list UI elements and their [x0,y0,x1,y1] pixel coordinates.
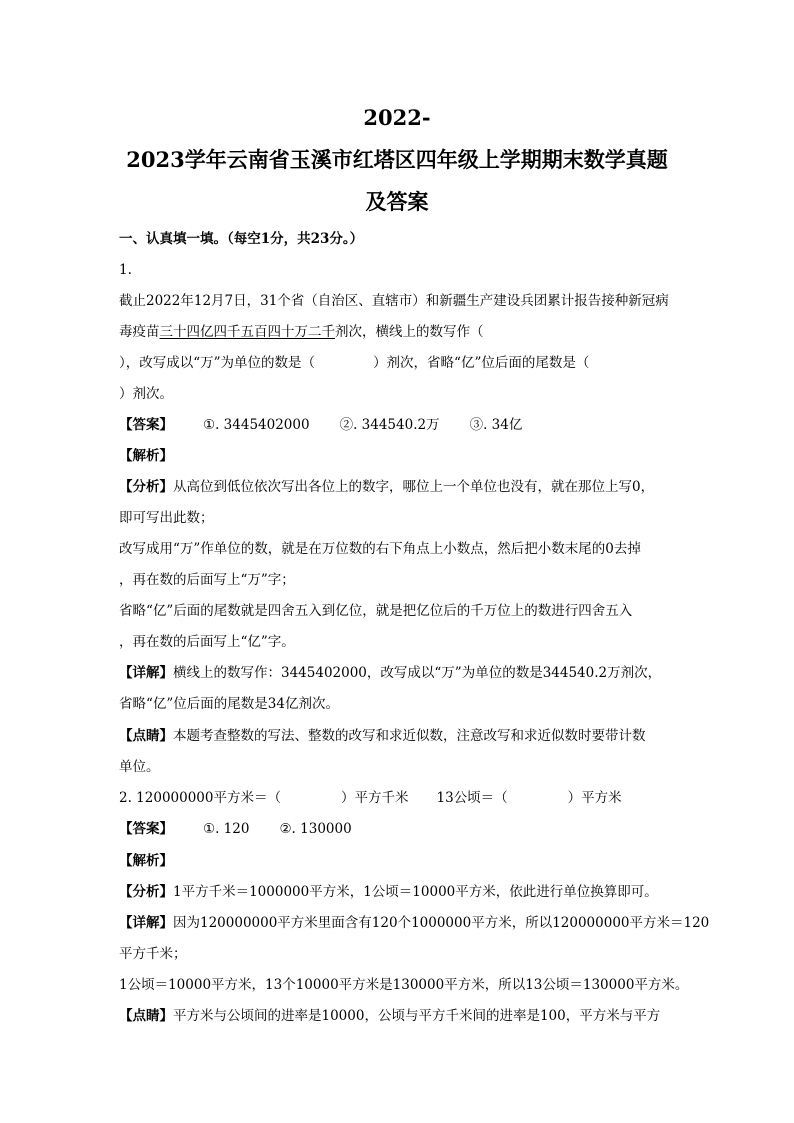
answer-tag: 【答案】 [119,821,173,837]
q1-analysis-line5: 省略“亿”后面的尾数就是四舍五入到亿位，就是把亿位后的千万位上的数进行四舍五入 [119,603,633,619]
q2-detail-line1 [119,913,709,933]
doc-title-line1: 2022- [363,105,431,130]
q1-text-line2-pre: 毒疫苗 [119,324,160,340]
q1-text-line3b: ）剂次，省略“亿”位后面的尾数是（ [373,355,590,371]
doc-title-line2: 2023学年云南省玉溪市红塔区四年级上学期期末数学真题 [126,147,668,172]
q2-detail-line3: 1公顷＝10000平方米，13个10000平方米是130000平方米，所以13公顷＝130000平方米。 [119,977,689,993]
q2-detail-text1: 因为120000000平方米里面含有120个1000000平方米，所以120000000平方米＝120 [173,915,710,931]
comment-tag: 【点睛】 [119,1008,173,1024]
q2-answer-1: ①. 120 [203,821,250,837]
q1-detail-text1: 横线上的数写作：3445402000，改写成以“万”为单位的数是344540.2万剂次， [173,665,662,681]
doc-title-line3: 及答案 [365,189,429,214]
comment-tag: 【点睛】 [119,728,173,744]
q2-analysis-line1 [119,882,658,902]
q1-underlined-number: 三十四亿四千五百四十万二千 [159,324,335,340]
q1-text-line4: ）剂次。 [119,386,173,402]
q2-answer [119,819,352,839]
q1-analysis-line6: ，再在数的后面写上“亿”字。 [119,634,295,650]
q1-comment-text1: 本题考查整数的写法、整数的改写和求近似数，注意改写和求近似数时要带计数 [173,728,646,744]
q1-answer-1: ①. 3445402000 [203,417,310,433]
q2-detail-line2: 平方千米； [119,946,187,962]
q1-comment-line1 [119,726,646,746]
q1-comment-line2: 单位。 [119,759,160,775]
q1-analysis-text1: 从高位到低位依次写出各位上的数字，哪位上一个单位也没有，就在那位上写0， [173,479,655,495]
q1-number: 1. [119,262,132,278]
q2-comment-line1 [119,1006,660,1026]
section-heading: 一、认真填一填。（每空1分，共23分。） [119,231,364,247]
q1-analysis-line3: 改写成用“万”作单位的数，就是在万位数的右下角点上小数点，然后把小数末尾的0去掉 [119,541,641,557]
q2-answer-2: ②. 130000 [279,821,352,837]
q2-text-d: ）平方米 [567,790,622,806]
answer-tag: 【答案】 [119,417,173,433]
analysis-tag: 【分析】 [119,479,173,495]
q1-detail-line1 [119,663,661,683]
q1-answer-3: ③. 34亿 [469,417,523,433]
detail-tag: 【详解】 [119,915,173,931]
q2-text-a: 2. 120000000平方米＝（ [119,790,281,806]
q2-jiexi-tag: 【解析】 [119,853,173,869]
q1-jiexi-tag: 【解析】 [119,448,173,464]
detail-tag: 【详解】 [119,665,173,681]
q1-analysis-line2: 即可写出此数； [119,510,214,526]
q1-answer [119,415,522,435]
q1-text-line3 [119,353,589,373]
q2-question [119,788,622,808]
q2-analysis-text1: 1平方千米＝1000000平方米，1公顷＝10000平方米，依此进行单位换算即可。 [173,884,658,900]
q2-comment-text1: 平方米与公顷间的进率是10000，公顷与平方千米间的进率是100，平方米与平方 [173,1008,661,1024]
q1-text-line2-post: 剂次，横线上的数写作（ [335,324,484,340]
q1-text-line1: 截止2022年12月7日，31个省（自治区、直辖市）和新疆生产建设兵团累计报告接种新冠病 [119,293,669,309]
q1-text-line3a: ），改写成以“万”为单位的数是（ [119,355,316,371]
q1-detail-line2: 省略“亿”位后面的尾数是34亿剂次。 [119,696,339,712]
q2-text-b: ）平方千米 [340,790,409,806]
q1-analysis-line1 [119,477,654,497]
analysis-tag: 【分析】 [119,884,173,900]
q1-text-line2 [119,322,484,342]
q1-analysis-line4: ，再在数的后面写上“万”字； [119,572,295,588]
q1-answer-2: ②. 344540.2万 [339,417,440,433]
q2-text-c: 13公顷＝（ [436,790,508,806]
